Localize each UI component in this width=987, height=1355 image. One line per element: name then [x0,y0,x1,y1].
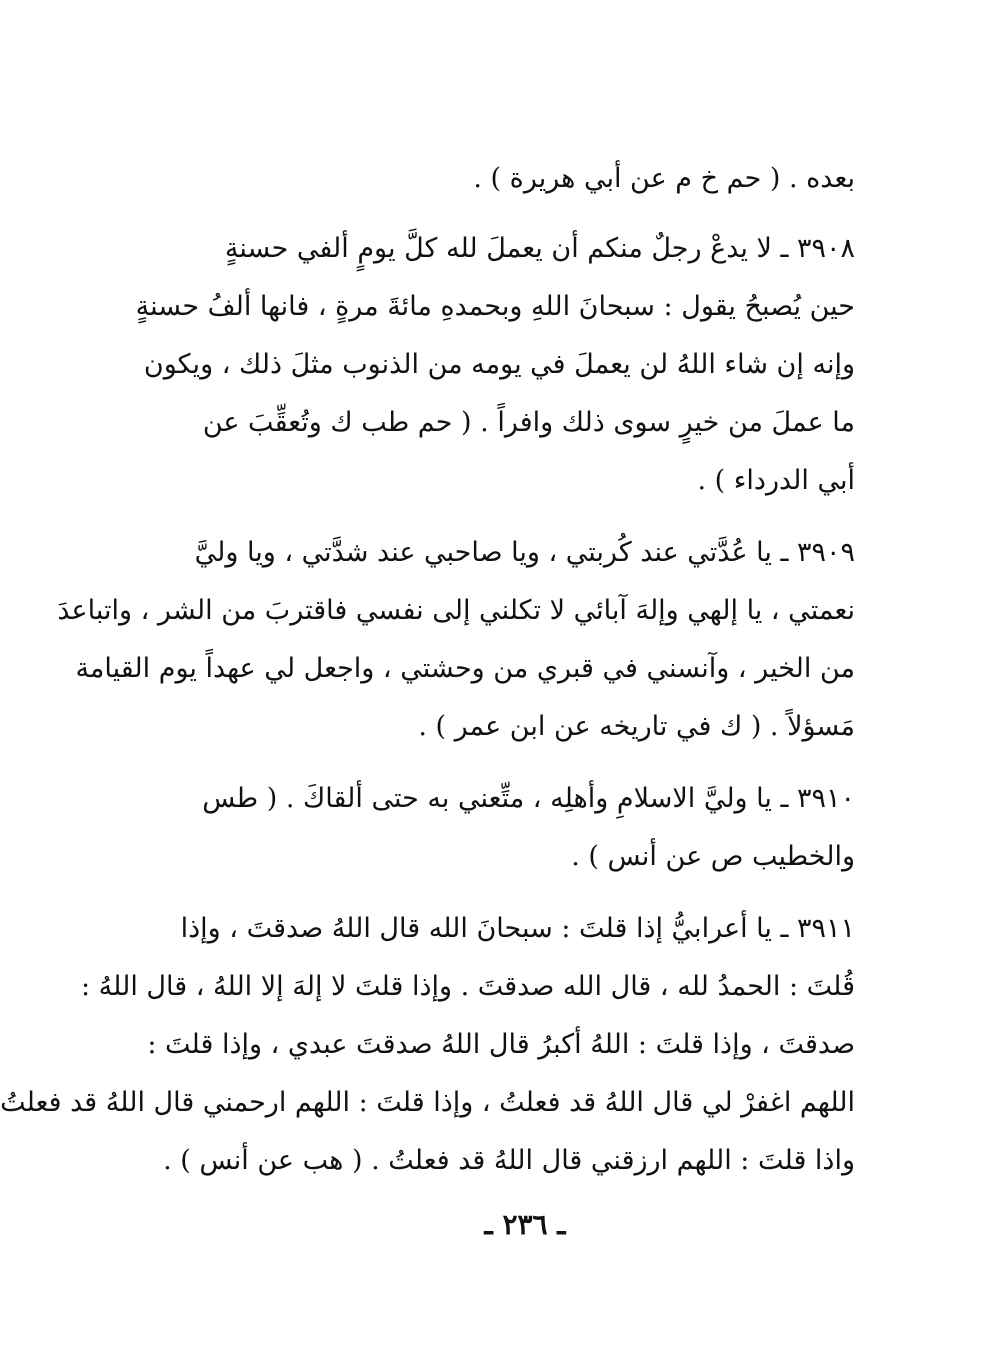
text-line: مَسؤلاً . ( ك في تاريخه عن ابن عمر ) . [418,711,855,742]
text-line: من الخير ، وآنسني في قبري من وحشتي ، واجعل لي عهداً يوم القيامة [75,653,855,684]
text-line: صدقتَ ، وإذا قلتَ : اللهُ أكبرُ قال اللهُ صدقتَ عبدي ، وإذا قلتَ : [147,1029,855,1060]
text-line: ٣٩١١ ـ يا أعرابيُّ إذا قلتَ : سبحانَ الله قال اللهُ صدقتَ ، وإذا [180,913,855,944]
text-line: اللهم اغفرْ لي قال اللهُ قد فعلتُ ، وإذا قلتَ : اللهم ارحمني قال اللهُ قد فعلتُ [0,1087,855,1118]
hadith-3910-paragraph [159,770,855,886]
text-line: نعمتي ، يا إلهي وإلهَ آبائي لا تكلني إلى نفسي فاقتربَ من الشر ، واتباعدَ [57,595,855,626]
page-body [0,150,855,1204]
text-line: والخطيب ص عن أنس ) . [571,841,855,872]
continuation-paragraph [159,150,855,208]
text-line: ٣٩١٠ ـ يا وليَّ الاسلامِ وأهلِه ، متِّعني به حتى ألقاكَ . ( طس [202,783,855,814]
hadith-3911-paragraph [0,900,855,1190]
text-line: حين يُصبحُ يقول : سبحانَ اللهِ وبحمدهِ مائةَ مرةٍ ، فانها ألفُ حسنةٍ [135,291,855,322]
page-number: ـ ٢٣٦ ـ [484,1208,566,1241]
text-line: أبي الدرداء ) . [697,465,855,496]
hadith-3908-paragraph [135,220,855,510]
text-line: واذا قلتَ : اللهم ارزقني قال اللهُ قد فعلتُ . ( هب عن أنس ) . [163,1145,855,1176]
text-line: ما عملَ من خيرٍ سوى ذلك وافراً . ( حم طب ك وتُعقِّبَ عن [202,407,855,438]
text-line: ٣٩٠٨ ـ لا يدعْ رجلٌ منكم أن يعملَ لله كلَّ يومٍ ألفي حسنةٍ [224,233,855,264]
text-line: وإنه إن شاء اللهُ لن يعملَ في يومه من الذنوب مثلَ ذلك ، ويكون [143,349,855,380]
hadith-3909-paragraph [57,524,855,756]
text-line: قُلتَ : الحمدُ لله ، قال الله صدقتَ . وإذا قلتَ لا إلهَ إلا اللهُ ، قال اللهُ : [81,971,855,1002]
text-line: بعده . ( حم خ م عن أبي هريرة ) . [473,163,855,194]
text-line: ٣٩٠٩ ـ يا عُدَّتي عند كُربتي ، ويا صاحبي عند شدَّتي ، ويا وليَّ [194,537,855,568]
